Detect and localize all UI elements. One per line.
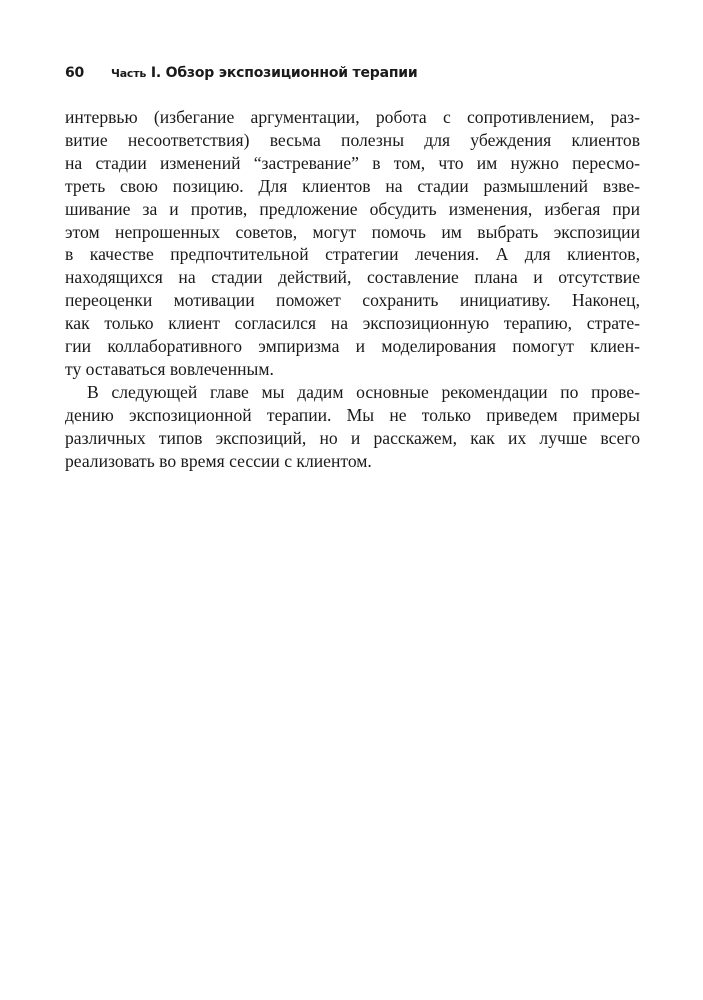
- text-line: витие несоответствия) весьма полезны для убеждения клиентов: [65, 129, 640, 150]
- text-line: на стадии изменений “застревание” в том, что им нужно пересмо-: [65, 152, 640, 173]
- text-line: в качестве предпочтительной стратегии лечения. А для клиентов,: [65, 244, 640, 265]
- text-line: ту оставаться вовлеченным.: [65, 358, 274, 379]
- text-line: различных типов экспозиций, но и расскажем, как их лучше всего: [65, 427, 640, 448]
- paragraph-1: [65, 106, 640, 381]
- running-head: [65, 63, 640, 84]
- section-title-small-caps: Часть: [111, 67, 147, 80]
- text-line: шивание за и против, предложение обсудить изменения, избегая при: [65, 198, 640, 219]
- text-line: интервью (избегание аргументации, робота с сопротивлением, раз-: [65, 107, 640, 127]
- text-line: В следующей главе мы дадим основные рекомендации по прове-: [87, 381, 640, 402]
- section-title: [111, 65, 418, 81]
- paragraph-2: [65, 381, 640, 473]
- text-line: гии коллаборативного эмпиризма и моделирования помогут клиен-: [65, 336, 640, 357]
- text-line: этом непрошенных советов, могут помочь им выбрать экспозиции: [65, 221, 640, 242]
- page-number: 60: [65, 65, 85, 81]
- text-line: находящихся на стадии действий, составление плана и отсутствие: [65, 267, 640, 288]
- text-line: реализовать во время сессии с клиентом.: [65, 450, 372, 471]
- body-text: [65, 106, 640, 473]
- text-line: дению экспозиционной терапии. Мы не только приведем примеры: [65, 404, 640, 425]
- text-line: переоценки мотивации поможет сохранить инициативу. Наконец,: [65, 290, 640, 311]
- section-title-rest: I. Обзор экспозиционной терапии: [146, 65, 418, 81]
- text-line: треть свою позицию. Для клиентов на стадии размышлений взве-: [65, 175, 640, 196]
- text-line: как только клиент согласился на экспозиционную терапию, страте-: [65, 313, 640, 334]
